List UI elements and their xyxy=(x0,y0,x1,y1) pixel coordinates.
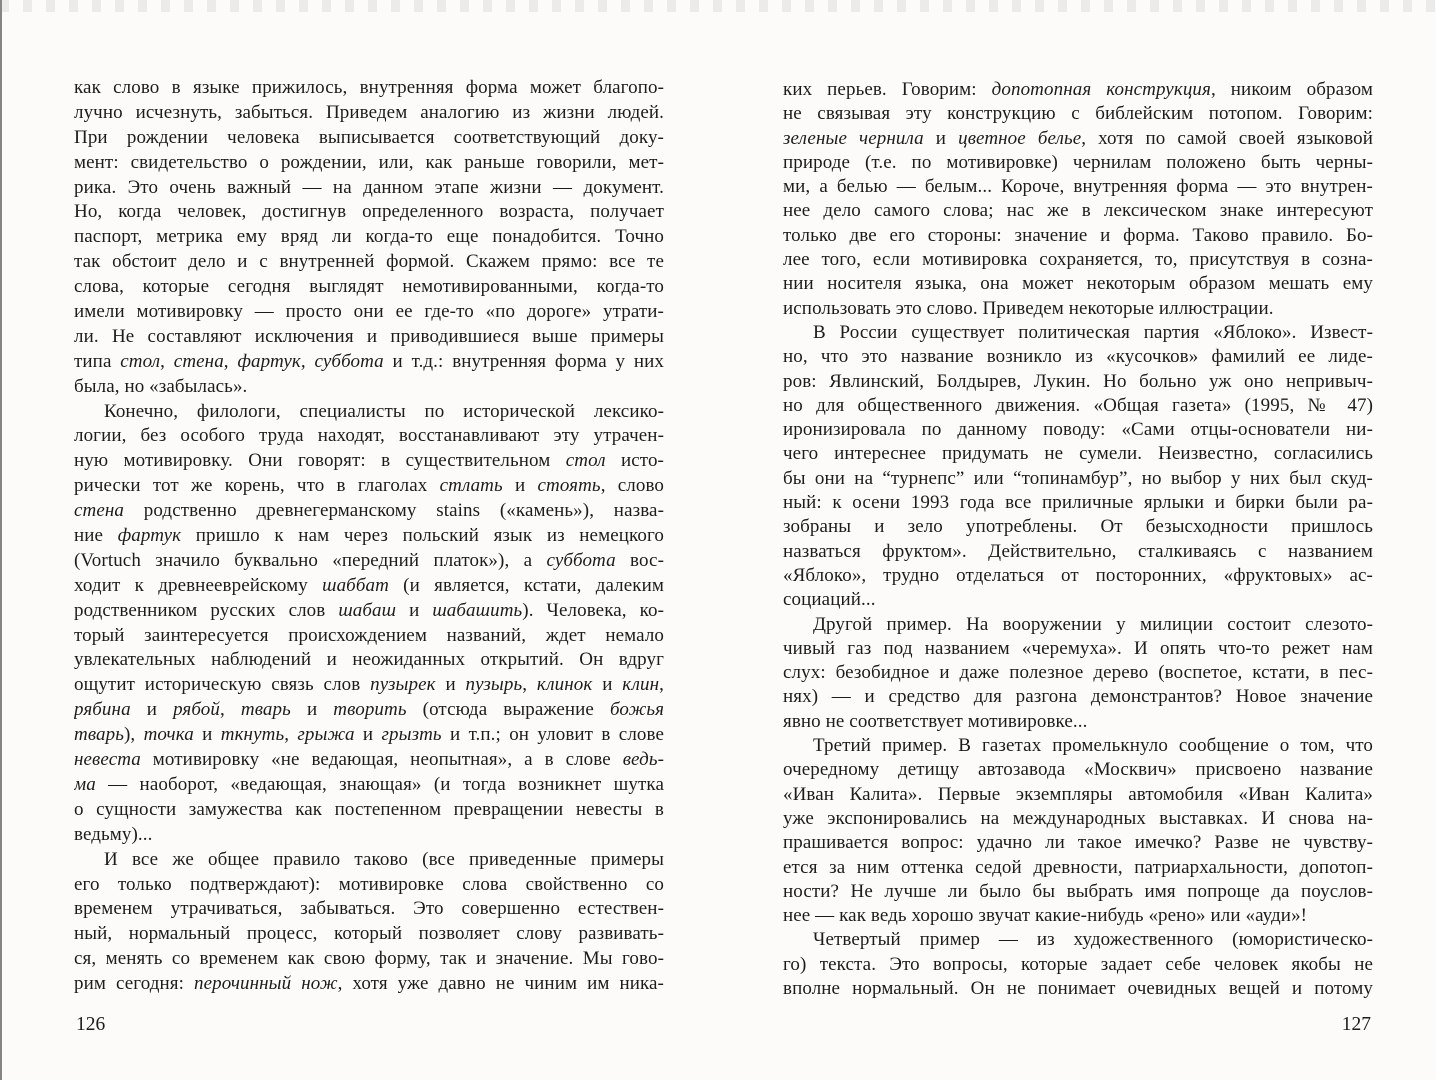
text-line: увлекательных наблюдений и неожиданных открытий. Он вдруг xyxy=(74,649,664,671)
text-line: не связывая эту конструкцию с библейским потопом. Говорим: xyxy=(783,103,1373,125)
text-line: Четвертый пример — из художественного (юмористическо- xyxy=(813,929,1373,951)
text-line: ма — наоборот, «ведающая, знающая» (и тогда возникнет шутка xyxy=(74,773,664,795)
text-line: социаций... xyxy=(783,589,876,611)
text-line: иронизировала по данному поводу: «Сами отцы-основатели ни- xyxy=(783,419,1373,441)
text-line: чего интереснее придумать не сумели. Неизвестно, согласились xyxy=(783,443,1373,465)
text-line: его только подтверждают): мотивировке слова свойственно со xyxy=(74,873,664,895)
text-line: нее — как ведь хорошо звучат какие-нибудь «рено» или «ауди»! xyxy=(783,905,1308,927)
text-line: ную мотивировку. Они говорят: в существительном стол исто- xyxy=(74,450,664,472)
text-line: ми, а белью — белым... Короче, внутренняя форма — это внутрен- xyxy=(783,176,1373,198)
text-line: зеленые чернила и цветное белье, хотя по самой своей языковой xyxy=(783,127,1373,149)
page-right-text-column xyxy=(783,78,1373,1001)
text-line: го) текста. Это вопросы, которые задает себе человек якобы не xyxy=(783,953,1373,975)
text-line: временем утрачиваться, забываться. Это совершенно естествен- xyxy=(74,898,664,920)
text-line: Другой пример. На вооружении у милиции состоит слезото- xyxy=(813,613,1373,635)
text-line: «Иван Калита». Первые экземпляры автомобиля «Иван Калита» xyxy=(783,783,1373,805)
text-line: тварь), точка и ткнуть, грыжа и грызть и т.п.; он уловит в слове xyxy=(74,724,664,746)
text-line: типа стол, стена, фартук, суббота и т.д.: внутренняя форма у них xyxy=(74,350,664,372)
text-line: «Яблоко», трудно отделаться от посторонних, «фруктовых» ас- xyxy=(783,564,1373,586)
text-line: природе (т.е. по мотивировке) чернилам положено быть черны- xyxy=(783,151,1373,173)
text-line: паспорт, метрика ему вряд ли когда-то еще понадобится. Точно xyxy=(74,226,664,248)
text-line: ся, менять со временем как свою форму, так и значение. Мы гово- xyxy=(74,948,664,970)
text-line: ких перьев. Говорим: допотопная конструкция, никоим образом xyxy=(783,79,1373,100)
text-line: стена родственно древнегерманскому stains («камень»), назва- xyxy=(74,500,664,522)
text-line: ется за ним оттенка седой древности, патриархальности, допотоп- xyxy=(783,856,1373,878)
text-line: мент: свидетельство о рождении, или, как раньше говорили, мет- xyxy=(74,151,664,173)
text-line: лее того, если мотивировка сохраняется, то, присутствуя в созна- xyxy=(783,249,1373,271)
page-number-right: 127 xyxy=(1341,1014,1371,1035)
text-line: но, что это название возникло из «кусочков» фамилий ее лиде- xyxy=(783,346,1373,368)
text-line: нее дело самого слова; нас же в лексическом знаке интересуют xyxy=(783,200,1373,222)
text-line: рика. Это очень важный — на данном этапе жизни — документ. xyxy=(74,176,664,198)
text-line: Но, когда человек, достигнув определенного возраста, получает xyxy=(74,201,664,223)
page-left-text-column xyxy=(74,76,664,997)
text-line: имели мотивировку — просто они ее где-то «по дороге» утрати- xyxy=(74,301,664,323)
text-line: слова, которые сегодня выглядят немотивированными, когда-то xyxy=(74,276,664,298)
text-line: лучно исчезнуть, забыться. Приведем аналогию из жизни людей. xyxy=(74,101,664,123)
text-line: рически тот же корень, что в глаголах стлать и стоять, слово xyxy=(74,475,664,497)
text-line: чивый газ под названием «черемуха». И опять что-то режет нам xyxy=(783,637,1373,659)
text-line: о сущности замужества как постепенном превращении невесты в xyxy=(74,798,664,820)
text-line: Конечно, филологи, специалисты по исторической лексико- xyxy=(104,400,664,422)
text-line: родственником русских слов шабаш и шабашить). Человека, ко- xyxy=(74,599,664,621)
scan-top-artifact xyxy=(0,0,1436,12)
text-line: ности? Не лучше ли было бы выбрать имя попроще да поуслов- xyxy=(783,880,1373,902)
text-line: торый заинтересуется происхождением названий, ждет немало xyxy=(74,624,664,646)
text-line: (Vortuch значило буквально «передний платок»), а суббота вос- xyxy=(74,549,664,571)
text-line: назваться фруктом». Действительно, сталкиваясь с названием xyxy=(783,540,1373,562)
text-line: ный, нормальный процесс, который позволяет слову развивать- xyxy=(74,923,664,945)
text-line: уже экспонировались на международных выставках. И снова на- xyxy=(783,807,1373,829)
text-line: как слово в языке прижилось, внутренняя форма может благопо- xyxy=(74,77,664,98)
text-line: очередному детищу автозавода «Москвич» присвоено название xyxy=(783,759,1373,781)
text-line: нии носителя языка, она может некоторым образом мешать ему xyxy=(783,273,1373,295)
text-line: ли. Не составляют исключения и приводившиеся выше примеры xyxy=(74,325,664,347)
text-line: вполне нормальный. Он не понимает очевидных вещей и потому xyxy=(783,977,1373,999)
text-line: использовать это слово. Приведем некоторые иллюстрации. xyxy=(783,297,1274,319)
scan-edge-shadow xyxy=(0,0,2,1080)
text-line: но для общественного движения. «Общая газета» (1995, № 47) xyxy=(783,394,1373,416)
text-line: нях) — и средство для разгона демонстрантов? Новое значение xyxy=(783,686,1373,708)
text-line: ров: Явлинский, Болдырев, Лукин. Но больно уж оно непривыч- xyxy=(783,370,1373,392)
text-line: ощутит историческую связь слов пузырек и пузырь, клинок и клин, xyxy=(74,674,664,696)
text-line: рим сегодня: перочинный нож, хотя уже давно не чиним им ника- xyxy=(74,973,664,995)
text-line: В России существует политическая партия «Яблоко». Извест- xyxy=(813,321,1373,343)
text-line: зобраны и зело употреблены. От безысходности пришлось xyxy=(783,516,1373,538)
text-line: ный: к осени 1993 года все приличные ярлыки и бирки были ра- xyxy=(783,492,1373,514)
text-line: так обстоит дело и с внутренней формой. Скажем прямо: все те xyxy=(74,251,664,273)
text-line: бы они на “турнепс” или “топинамбур”, но выбор у них был скуд- xyxy=(783,467,1373,489)
text-line: невеста мотивировку «не ведающая, неопытная», а в слове ведь- xyxy=(74,749,664,771)
text-line: При рождении человека выписывается соответствующий доку- xyxy=(74,126,664,148)
text-line: И все же общее правило таково (все приведенные примеры xyxy=(104,848,664,870)
text-line: слух: безобидное и даже полезное дерево (воспетое, кстати, в пес- xyxy=(783,662,1373,684)
text-line: ведьму)... xyxy=(74,823,153,845)
text-line: явно не соответствует мотивировке... xyxy=(783,710,1088,732)
page-number-left: 126 xyxy=(76,1014,106,1035)
text-line: Третий пример. В газетах промелькнуло сообщение о том, что xyxy=(813,735,1373,757)
text-line: логии, без особого труда находят, восстанавливают эту утрачен- xyxy=(74,425,664,447)
text-line: только две его стороны: значение и форма. Таково правило. Бо- xyxy=(783,224,1373,246)
text-line: была, но «забылась». xyxy=(74,375,248,397)
text-line: прашивается вопрос: удачно ли такое имечко? Разве не чувству- xyxy=(783,832,1373,854)
text-line: ходит к древнееврейскому шаббат (и является, кстати, далеким xyxy=(74,574,664,596)
text-line: ние фартук пришло к нам через польский язык из немецкого xyxy=(74,525,664,547)
text-line: рябина и рябой, тварь и творить (отсюда выражение божья xyxy=(74,699,664,721)
